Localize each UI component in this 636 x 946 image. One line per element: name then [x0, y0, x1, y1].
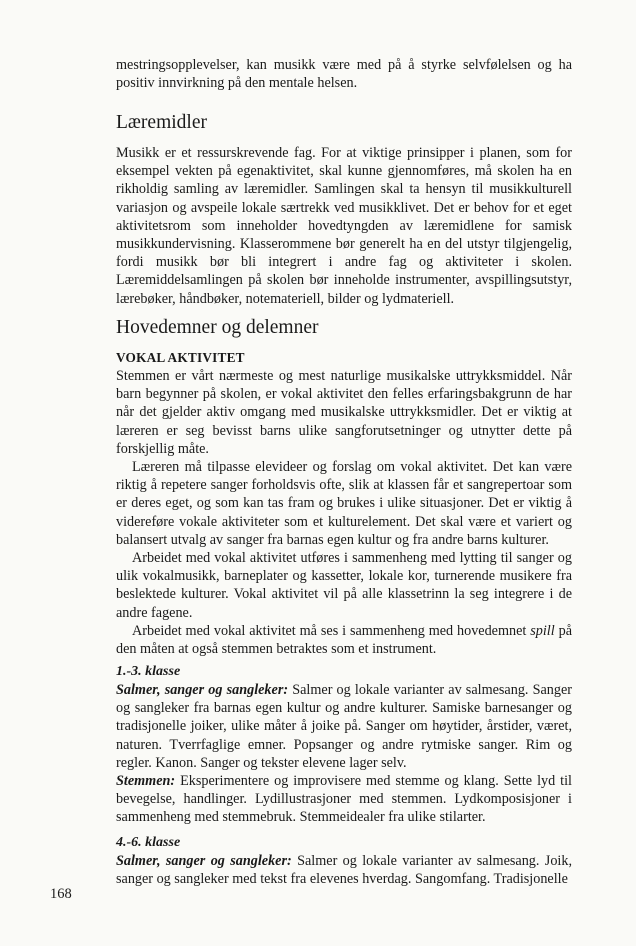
hovedemner-heading: Hovedemner og delemner	[116, 317, 319, 338]
laeremidler-paragraph: Musikk er et ressurskrevende fag. For at viktige prinsipper i planen, som for eksempel vekten på egenaktivitet, skal kunne gjennomføres, må skolen ha en rikholdig samling av læremidler. Samlingen skal ta hensyn til musikkulturell variasjon og avspeile lokale særtrekk ved musikklivet. Det er behov for et eget aktivitetsrom som inneholder hovedtyngden av læremidlene for samisk musikkundervisning. Klasserommene bør generelt ha en del utstyr tilgjengelig, fordi musikk bør bli integrert i andre fag og aktiviteter i skolen. Læremiddelsamlingen på skolen bør inneholde instrumenter, avspillingsutstyr, lærebøker, håndbøker, notemateriell, bilder og lydmateriell.	[116, 145, 572, 307]
vokal-paragraph-1: Stemmen er vårt nærmeste og mest naturlige musikalske uttrykksmiddel. Når barn begynner på skolen, er vokal aktivitet den felles erfaringsbakgrunn de har når det gjelder aktiv omgang med musikalske uttrykksmidler. Det er viktig at læreren er seg bevisst barns ulike sangforutsetninger og utnytter dette på forskjellig måte.	[116, 368, 572, 457]
intro-block	[116, 56, 572, 92]
klasse-1-3-stemmen-paragraph	[116, 772, 572, 827]
vokal-paragraph-2: Læreren må tilpasse elevideer og forslag om vokal aktivitet. Det kan være riktig å repetere sanger forholdsvis ofte, slik at klassen får et sangrepertoar som er deres eget, og som kan tas fram og brukes i ulike situasjoner. Det er viktig å videreføre vokale aktiviteter som et kulturelement. Det skal være et variert og balansert utvalg av sanger fra barnas egen kultur og fra andre barns kulturer.	[116, 459, 572, 548]
klasse-4-6-section	[116, 834, 572, 888]
salmer-text: Salmer og lokale varianter av salmesang. Sanger og sangleker fra barnas egen kultur og andre kulturer. Samiske barnesanger og tradisjonelle joiker, ulike måter å joike på. Sanger om høytider, årstider, været, naturen. Tverrfaglige emner. Popsanger og andre rytmiske sanger. Rim og regler. Kanon. Sanger og tekster elevene lager selv.	[116, 682, 573, 771]
laeremidler-section	[116, 111, 572, 135]
vokal-aktivitet-section	[116, 349, 572, 658]
klasse-1-3-section	[116, 663, 572, 827]
klasse-1-3-salmer-paragraph	[116, 681, 572, 772]
intro-paragraph: mestringsopplevelser, kan musikk være med på å styrke selvfølelsen og ha positiv innvirkning på den mentale helsen.	[116, 57, 572, 92]
klasse-1-3-heading: 1.-3. klasse	[116, 664, 181, 679]
vokal-paragraph-3: Arbeidet med vokal aktivitet utføres i sammenheng med lytting til sanger og ulik vokalmusikk, barneplater og kassetter, lokale kor, turnerende musikere fra beslektede kulturer. Vokal aktivitet vil på alle klassetrinn la seg integrere i de andre fagene.	[116, 550, 572, 621]
klasse-4-6-heading: 4.-6. klasse	[116, 835, 181, 850]
salmer-label-4-6: Salmer, sanger og sangleker:	[116, 853, 292, 869]
vokal-p4-text-b: på den måten at også stemmen betraktes som et instrument.	[116, 622, 572, 658]
salmer-label: Salmer, sanger og sangleker:	[116, 682, 289, 698]
klasse-4-6-salmer-paragraph	[116, 852, 572, 888]
stemmen-label: Stemmen:	[116, 773, 176, 790]
laeremidler-heading: Læremidler	[116, 112, 207, 133]
laeremidler-body	[116, 144, 572, 308]
vokal-paragraph-4	[116, 622, 572, 658]
vokal-p4-text-a: Arbeidet med vokal aktivitet må ses i sammenheng med hovedemnet	[132, 622, 531, 639]
vokal-p4-italic: spill	[530, 622, 555, 639]
stemmen-text: Eksperimentere og improvisere med stemme og klang. Sette lyd til bevegelse, handlinger. Lydillustrasjoner med stemmen. Lydkomposisjoner i sammenheng med stemmebruk. Stemmeidealer fra ulike stilarter.	[116, 773, 572, 826]
page-number: 168	[50, 886, 72, 902]
hovedemner-section	[116, 316, 572, 340]
vokal-aktivitet-heading: VOKAL AKTIVITET	[116, 350, 245, 365]
salmer-text-4-6: Salmer og lokale varianter av salmesang. Joik, sanger og sangleker med tekst fra elevenes hverdag. Sangomfang. Tradisjonelle	[116, 853, 572, 888]
